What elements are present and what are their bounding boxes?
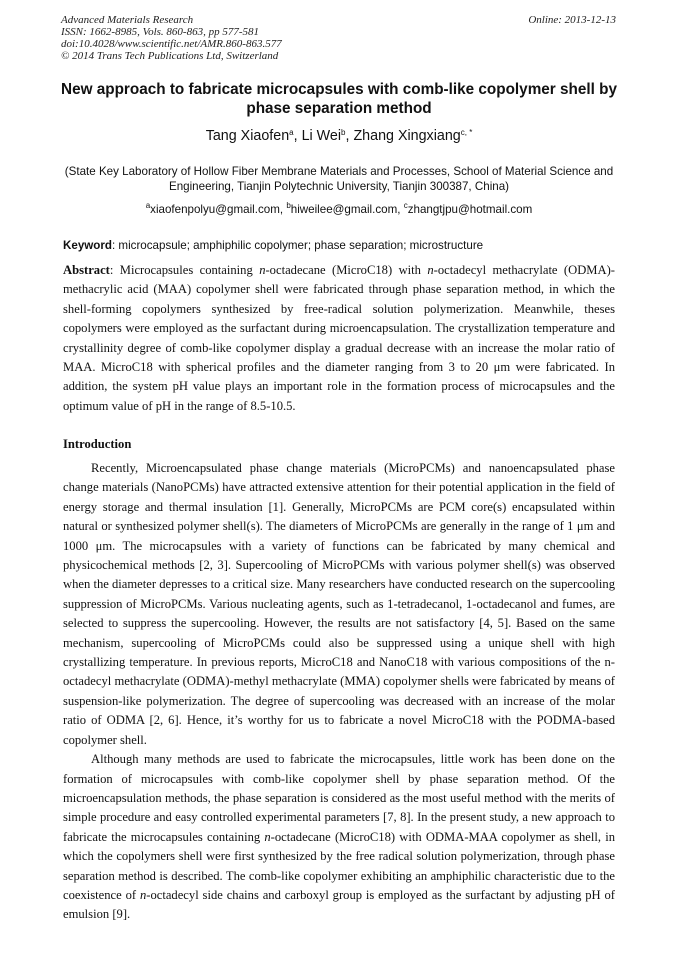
author-name: Li Wei — [301, 128, 342, 144]
paragraph-italic: n — [139, 887, 147, 902]
copyright-line: © 2014 Trans Tech Publications Ltd, Switzerland — [61, 50, 279, 62]
affiliation: (State Key Laboratory of Hollow Fiber Membrane Materials and Processes, School of Material Science and Engineering, Tianjin Polytechnic University, Tianjin 300387, China) — [64, 165, 614, 193]
paragraph-text: -octadecane (MicroC18) with ODMA-MAA copolymer as shell, in which the copolymers shell were first synthesized by the free radical solution polymerization, through phase separation method is described. The comb-like copolymer exhibiting an amphiphilic characteristic due to the coexistence of — [63, 829, 615, 902]
abstract-text: : Microcapsules containing — [109, 263, 260, 277]
abstract-italic: n — [427, 263, 434, 277]
doi-link[interactable]: doi:10.4028/www.scientific.net/AMR.860-863.577 — [61, 38, 282, 50]
journal-name: Advanced Materials Research — [61, 14, 194, 26]
abstract-text: -octadecyl methacrylate (ODMA)-methacrylic acid (MAA) copolymer shell were fabricated through phase separation method, in which the shell-forming copolymers synthesized by free-radical solution polymerization. Meanwhile, theses copolymers were employed as the surfactant during microencapsulation. The crystallization temperature and crystallinity degree of comb-like copolymer display a gradual decrease with an increase the molar ratio of MAA. MicroC18 with spherical profiles and the diameter ranging from 3 to 20 μm were fabricated. In addition, the system pH value plays an important role in the formation process of microcapsules and the optimum value of pH in the range of 8.5-10.5. — [63, 263, 615, 413]
author-name: Tang Xiaofen — [205, 128, 290, 144]
online-date: Online: 2013-12-13 — [528, 14, 616, 26]
email-link[interactable]: hiweilee@gmail.com — [290, 203, 398, 216]
introduction-body — [63, 459, 615, 925]
keyword-text: : microcapsule; amphiphilic copolymer; phase separation; microstructure — [111, 239, 484, 252]
paragraph-italic: n — [264, 829, 271, 844]
abstract-label: Abstract — [63, 263, 110, 277]
paragraph-text: Although many methods are used to fabricate the microcapsules, little work has been done on the formation of microcapsules with comb-like copolymer shell by phase separation method. Of the microencapsulation methods, the phase separation is considered as the most useful method with the merits of simple procedure and easy controlled experimental parameters [7, 8]. In the present study, a new approach to fabricate the microcapsules containing — [63, 752, 615, 844]
email-link[interactable]: xiaofenpolyu@gmail.com — [150, 203, 280, 216]
author-name: Zhang Xingxiang — [353, 128, 461, 144]
email-mark: a — [145, 201, 151, 210]
section-heading-introduction: Introduction — [63, 437, 132, 451]
author-list: Tang Xiaofen$^a$, Li Wei$^b$, Zhang Xingxiang$^{c, *}$ — [205, 128, 473, 144]
issn-line: ISSN: 1662-8985, Vols. 860-863, pp 577-581 — [61, 26, 259, 38]
author-mark: a — [289, 128, 294, 137]
intro-paragraph-2 — [63, 750, 615, 925]
abstract — [63, 261, 615, 416]
abstract-text: -octadecane (MicroC18) with — [265, 263, 428, 277]
paper-title: New approach to fabricate microcapsules with comb-like copolymer shell by phase separation method — [61, 81, 617, 117]
keyword-label: Keyword — [63, 239, 112, 252]
author-mark: c, * — [460, 128, 473, 137]
paragraph-text: -octadecyl side chains and carboxyl group is employed as the surfactant by adjusting pH of emulsion [9]. — [63, 887, 616, 922]
journal-header — [61, 14, 282, 62]
email-mark: b — [286, 201, 291, 210]
keywords — [63, 238, 615, 253]
email-list: $^a$xiaofenpolyu@gmail.com, $^b$hiweilee@gmail.com, $^c$zhangtjpu@hotmail.com — [145, 201, 533, 216]
intro-paragraph-1: Recently, Microencapsulated phase change materials (MicroPCMs) and nanoencapsulated phase change materials (NanoPCMs) have attracted extensive attention for their potential application in the field of energy storage and thermal insulation [1]. Generally, MicroPCMs are PCM core(s) encapsulated within natural or synthesized polymer shell(s). The diameters of MicroPCMs are generally in the range of 1 μm and 1000 μm. The microcapsules with a variety of functions can be fabricated by many chemical and physicochemical methods [2, 3]. Supercooling of MicroPCMs with various polymer shell(s) was observed when the diameter depresses to a critical size. Many researchers have conducted research on the supercooling suppression of MicroPCMs. Various nucleating agents, such as 1-tetradecanol, 1-octadecanol and fumes, are selected to suppress the supercooling. However, the results are not satisfactory [4, 5]. Based on the same mechanism, supercooling of MicroPCMs could also be suppressed using a unique shell with high crystallizing temperature. In previous reports, MicroC18 and NanoC18 with various compositions of the n-octadecyl methacrylate (ODMA)-methyl methacrylate (MMA) copolymer shells were fabricated by means of suspension-like polymerization. The degree of supercooling was decreased with an increase of the molar ratio of ODMA [2, 6]. Hence, it’s worthy for us to fabricate a novel MicroC18 with the PODMA-based copolymer shell. — [63, 461, 615, 747]
author-mark: b — [341, 128, 346, 137]
abstract-italic: n — [259, 263, 266, 277]
email-link[interactable]: zhangtjpu@hotmail.com — [407, 203, 533, 216]
email-mark: c — [403, 201, 408, 210]
